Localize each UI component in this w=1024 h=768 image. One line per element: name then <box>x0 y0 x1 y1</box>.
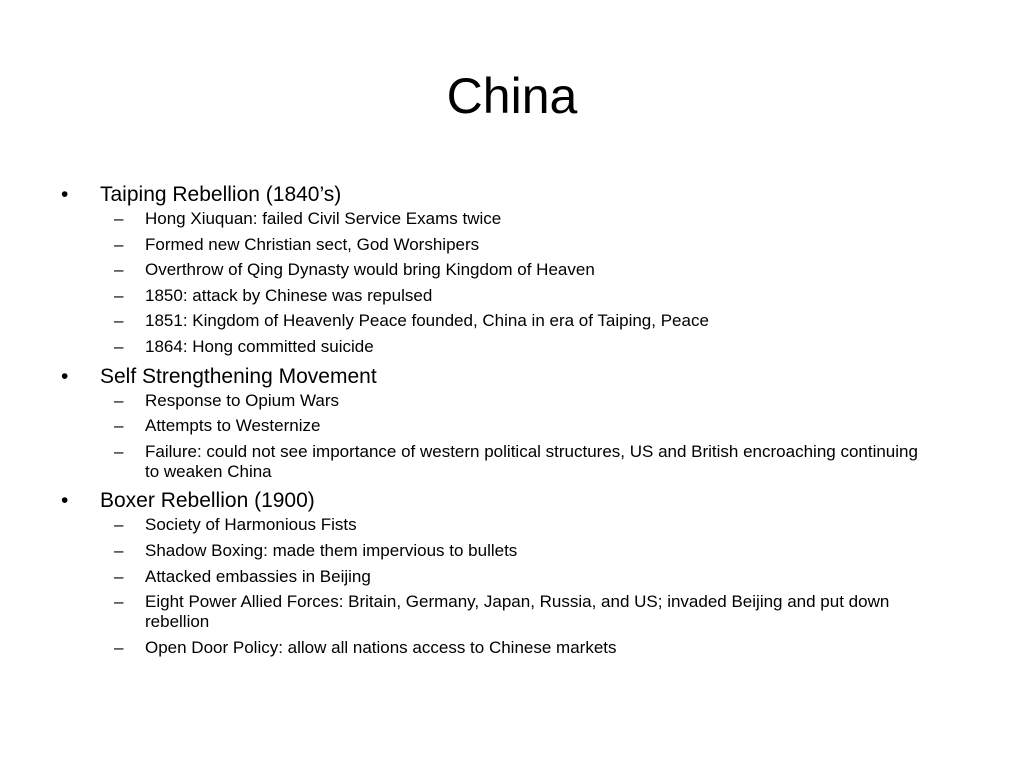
sub-item <box>56 567 956 587</box>
sub-item-text: Hong Xiuquan: failed Civil Service Exams twice <box>145 209 502 228</box>
sub-item <box>56 235 956 255</box>
dash-icon: – <box>114 336 124 356</box>
sub-item <box>56 337 956 357</box>
sub-item <box>56 260 956 280</box>
bullet-item <box>56 487 956 515</box>
dash-icon: – <box>114 566 124 586</box>
sub-item-text: Shadow Boxing: made them impervious to bullets <box>145 540 518 560</box>
bullet-text: Self Strengthening Movement <box>100 364 377 388</box>
sub-item <box>56 416 956 436</box>
dash-icon: – <box>114 441 124 461</box>
sub-list <box>56 391 956 482</box>
sub-item-text: Failure: could not see importance of western political structures, US and British encroaching continuing to weaken China <box>145 441 918 481</box>
sub-item <box>56 442 956 482</box>
bullet-icon: • <box>61 489 69 513</box>
dash-icon: – <box>114 311 124 331</box>
dash-icon: – <box>114 260 124 280</box>
sub-item <box>56 391 956 411</box>
sub-item <box>56 592 956 632</box>
bullet-icon: • <box>61 183 69 206</box>
dash-icon: – <box>114 540 124 560</box>
bullet-item <box>56 181 956 209</box>
sub-item-text: Formed new Christian sect, God Worshipers <box>145 234 480 254</box>
bullet-icon: • <box>61 364 69 388</box>
bullet-item <box>56 363 956 391</box>
sub-item <box>56 311 956 331</box>
sub-item <box>56 286 956 306</box>
sub-item <box>56 515 956 535</box>
dash-icon: – <box>114 234 124 254</box>
slide-content <box>56 181 956 663</box>
sub-list <box>56 515 956 657</box>
dash-icon: – <box>114 285 124 305</box>
sub-item-text: Attacked embassies in Beijing <box>145 566 371 586</box>
bullet-text: Boxer Rebellion (1900) <box>100 489 315 513</box>
sub-item-text: Eight Power Allied Forces: Britain, Germany, Japan, Russia, and US; invaded Beijing and put down rebellion <box>145 592 890 632</box>
sub-item-text: 1850: attack by Chinese was repulsed <box>145 285 433 305</box>
dash-icon: – <box>114 390 124 410</box>
sub-item <box>56 541 956 561</box>
sub-list <box>56 209 956 357</box>
section-boxer <box>56 487 956 657</box>
dash-icon: – <box>114 592 124 612</box>
dash-icon: – <box>114 637 124 657</box>
sub-item-text: Attempts to Westernize <box>145 416 321 436</box>
section-self-strengthening <box>56 363 956 482</box>
slide-title: China <box>446 68 578 124</box>
section-taiping <box>56 181 956 357</box>
sub-item <box>56 638 956 658</box>
sub-item-text: Society of Harmonious Fists <box>145 515 357 535</box>
bullet-text: Taiping Rebellion (1840’s) <box>100 183 342 206</box>
dash-icon: – <box>114 416 124 436</box>
sub-item-text: Overthrow of Qing Dynasty would bring Kingdom of Heaven <box>145 260 595 280</box>
sub-item <box>56 209 956 229</box>
sub-item-text: 1864: Hong committed suicide <box>145 336 374 356</box>
dash-icon: – <box>114 209 124 228</box>
sub-item-text: 1851: Kingdom of Heavenly Peace founded, China in era of Taiping, Peace <box>145 311 709 331</box>
sub-item-text: Open Door Policy: allow all nations access to Chinese markets <box>145 637 617 657</box>
sub-item-text: Response to Opium Wars <box>145 390 339 410</box>
dash-icon: – <box>114 515 124 535</box>
